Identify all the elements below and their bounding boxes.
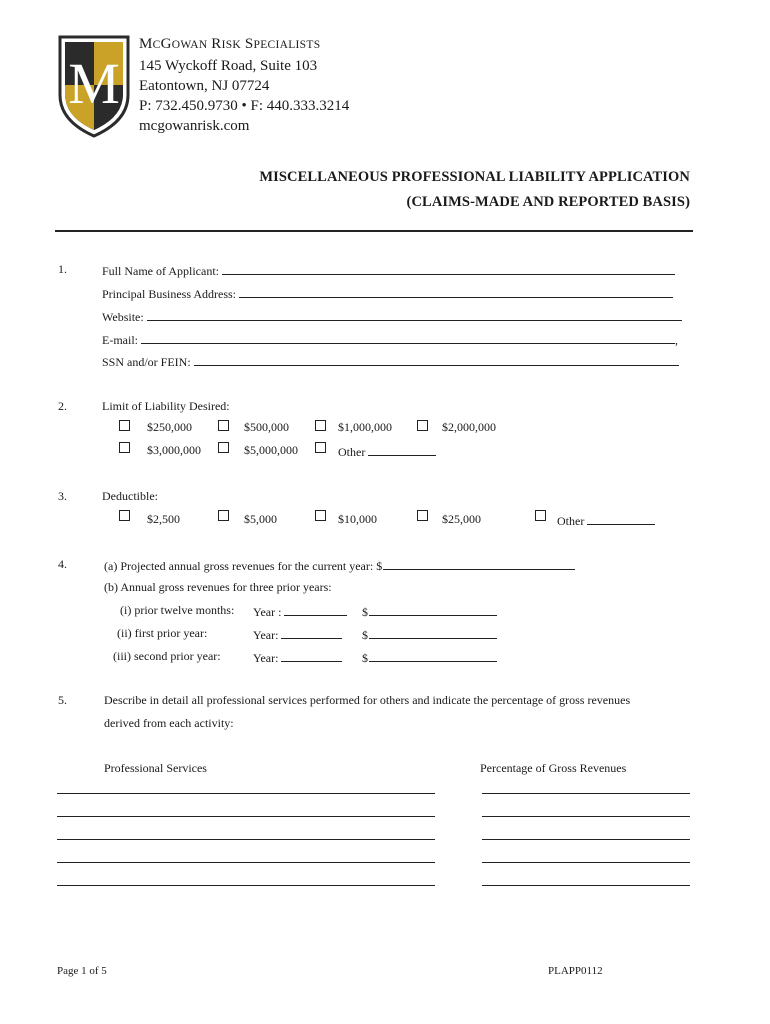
q4a-revenue-field[interactable] — [383, 557, 575, 570]
form-title: MISCELLANEOUS PROFESSIONAL LIABILITY APPLICATION — [259, 169, 690, 185]
deductible-label: Deductible: — [102, 489, 158, 503]
full-name-label: Full Name of Applicant: — [102, 264, 219, 278]
limit-label: Limit of Liability Desired: — [102, 399, 230, 413]
deductible-2500-label: $2,500 — [147, 512, 180, 526]
company-name: MCGOWAN RISK SPECIALISTS — [139, 36, 321, 52]
percentage-line-2[interactable] — [482, 816, 690, 817]
deductible-other-label: Other — [557, 512, 655, 529]
percentage-line-4[interactable] — [482, 862, 690, 863]
company-address-line2: Eatontown, NJ 07724 — [139, 78, 270, 94]
q4-row-iii-amount: $ — [362, 649, 497, 665]
q2-number: 2. — [58, 399, 67, 413]
deductible-10000-label: $10,000 — [338, 512, 377, 526]
company-logo — [56, 33, 132, 139]
limit-2m-checkbox[interactable] — [417, 420, 428, 431]
limit-3m-label: $3,000,000 — [147, 443, 201, 457]
q4-row-iii-year-field[interactable] — [281, 649, 342, 662]
q4a-label: (a) Projected annual gross revenues for the current year: $ — [104, 559, 383, 573]
limit-5m-label: $5,000,000 — [244, 443, 298, 457]
q4-row-ii-amount-field[interactable] — [369, 626, 497, 639]
deductible-2500-checkbox[interactable] — [119, 510, 130, 521]
full-name-field[interactable] — [222, 262, 675, 275]
q4-row-i-year: Year : — [253, 603, 347, 619]
shield-logo-icon — [56, 33, 132, 139]
q4-row-ii-amount: $ — [362, 626, 497, 642]
website-field[interactable] — [147, 308, 682, 321]
svg-text:M: M — [68, 51, 120, 116]
company-website: mcgowanrisk.com — [139, 118, 250, 134]
professional-services-header: Professional Services — [104, 761, 207, 775]
limit-5m-checkbox[interactable] — [218, 442, 229, 453]
service-line-1[interactable] — [57, 793, 435, 794]
q4-row-i-amount-field[interactable] — [369, 603, 497, 616]
full-name-row — [102, 262, 675, 278]
q4-row-ii-year-field[interactable] — [281, 626, 342, 639]
title-divider — [55, 230, 693, 232]
limit-500k-label: $500,000 — [244, 420, 289, 434]
percentage-line-1[interactable] — [482, 793, 690, 794]
percentage-line-3[interactable] — [482, 839, 690, 840]
q4-row-ii-label: (ii) first prior year: — [117, 626, 208, 640]
limit-500k-checkbox[interactable] — [218, 420, 229, 431]
percentage-header: Percentage of Gross Revenues — [480, 761, 627, 775]
limit-1m-label: $1,000,000 — [338, 420, 392, 434]
email-row — [102, 331, 678, 347]
website-row — [102, 308, 682, 324]
q4b-label: (b) Annual gross revenues for three prior years: — [104, 580, 332, 594]
deductible-other-field[interactable] — [587, 512, 655, 525]
email-label: E-mail: — [102, 333, 138, 347]
limit-other-checkbox[interactable] — [315, 442, 326, 453]
form-code: PLAPP0112 — [548, 965, 603, 977]
limit-250k-checkbox[interactable] — [119, 420, 130, 431]
q4-row-i-amount: $ — [362, 603, 497, 619]
q5-text-line1: Describe in detail all professional services performed for others and indicate the percentage of gross revenues — [104, 693, 631, 707]
limit-other-label: Other — [338, 443, 436, 460]
q3-number: 3. — [58, 489, 67, 503]
deductible-10000-checkbox[interactable] — [315, 510, 326, 521]
principal-address-label: Principal Business Address: — [102, 287, 236, 301]
ssn-fein-label: SSN and/or FEIN: — [102, 355, 191, 369]
service-line-2[interactable] — [57, 816, 435, 817]
principal-address-row — [102, 285, 673, 301]
email-trailing: , — [675, 333, 678, 347]
q4a-row — [104, 557, 575, 573]
limit-2m-label: $2,000,000 — [442, 420, 496, 434]
website-label: Website: — [102, 310, 144, 324]
company-phone-fax: P: 732.450.9730 • F: 440.333.3214 — [139, 98, 350, 114]
q4-row-iii-amount-field[interactable] — [369, 649, 497, 662]
form-subtitle: (CLAIMS-MADE AND REPORTED BASIS) — [406, 194, 690, 210]
ssn-fein-field[interactable] — [194, 353, 679, 366]
limit-other-field[interactable] — [368, 443, 436, 456]
deductible-5000-label: $5,000 — [244, 512, 277, 526]
q5-text-line2: derived from each activity: — [104, 716, 234, 730]
deductible-other-checkbox[interactable] — [535, 510, 546, 521]
ssn-fein-row — [102, 353, 679, 369]
q4-row-ii-year: Year: — [253, 626, 342, 642]
q4-number: 4. — [58, 557, 67, 571]
q4-row-iii-year: Year: — [253, 649, 342, 665]
deductible-5000-checkbox[interactable] — [218, 510, 229, 521]
q1-number: 1. — [58, 262, 67, 276]
q5-number: 5. — [58, 693, 67, 707]
deductible-25000-checkbox[interactable] — [417, 510, 428, 521]
limit-3m-checkbox[interactable] — [119, 442, 130, 453]
deductible-25000-label: $25,000 — [442, 512, 481, 526]
principal-address-field[interactable] — [239, 285, 673, 298]
limit-250k-label: $250,000 — [147, 420, 192, 434]
company-address-line1: 145 Wyckoff Road, Suite 103 — [139, 58, 318, 74]
percentage-line-5[interactable] — [482, 885, 690, 886]
limit-1m-checkbox[interactable] — [315, 420, 326, 431]
service-line-3[interactable] — [57, 839, 435, 840]
q4-row-iii-label: (iii) second prior year: — [113, 649, 221, 663]
service-line-5[interactable] — [57, 885, 435, 886]
q4-row-i-label: (i) prior twelve months: — [120, 603, 235, 617]
email-field[interactable] — [141, 331, 675, 344]
service-line-4[interactable] — [57, 862, 435, 863]
q4-row-i-year-field[interactable] — [284, 603, 347, 616]
page-number: Page 1 of 5 — [57, 965, 107, 977]
